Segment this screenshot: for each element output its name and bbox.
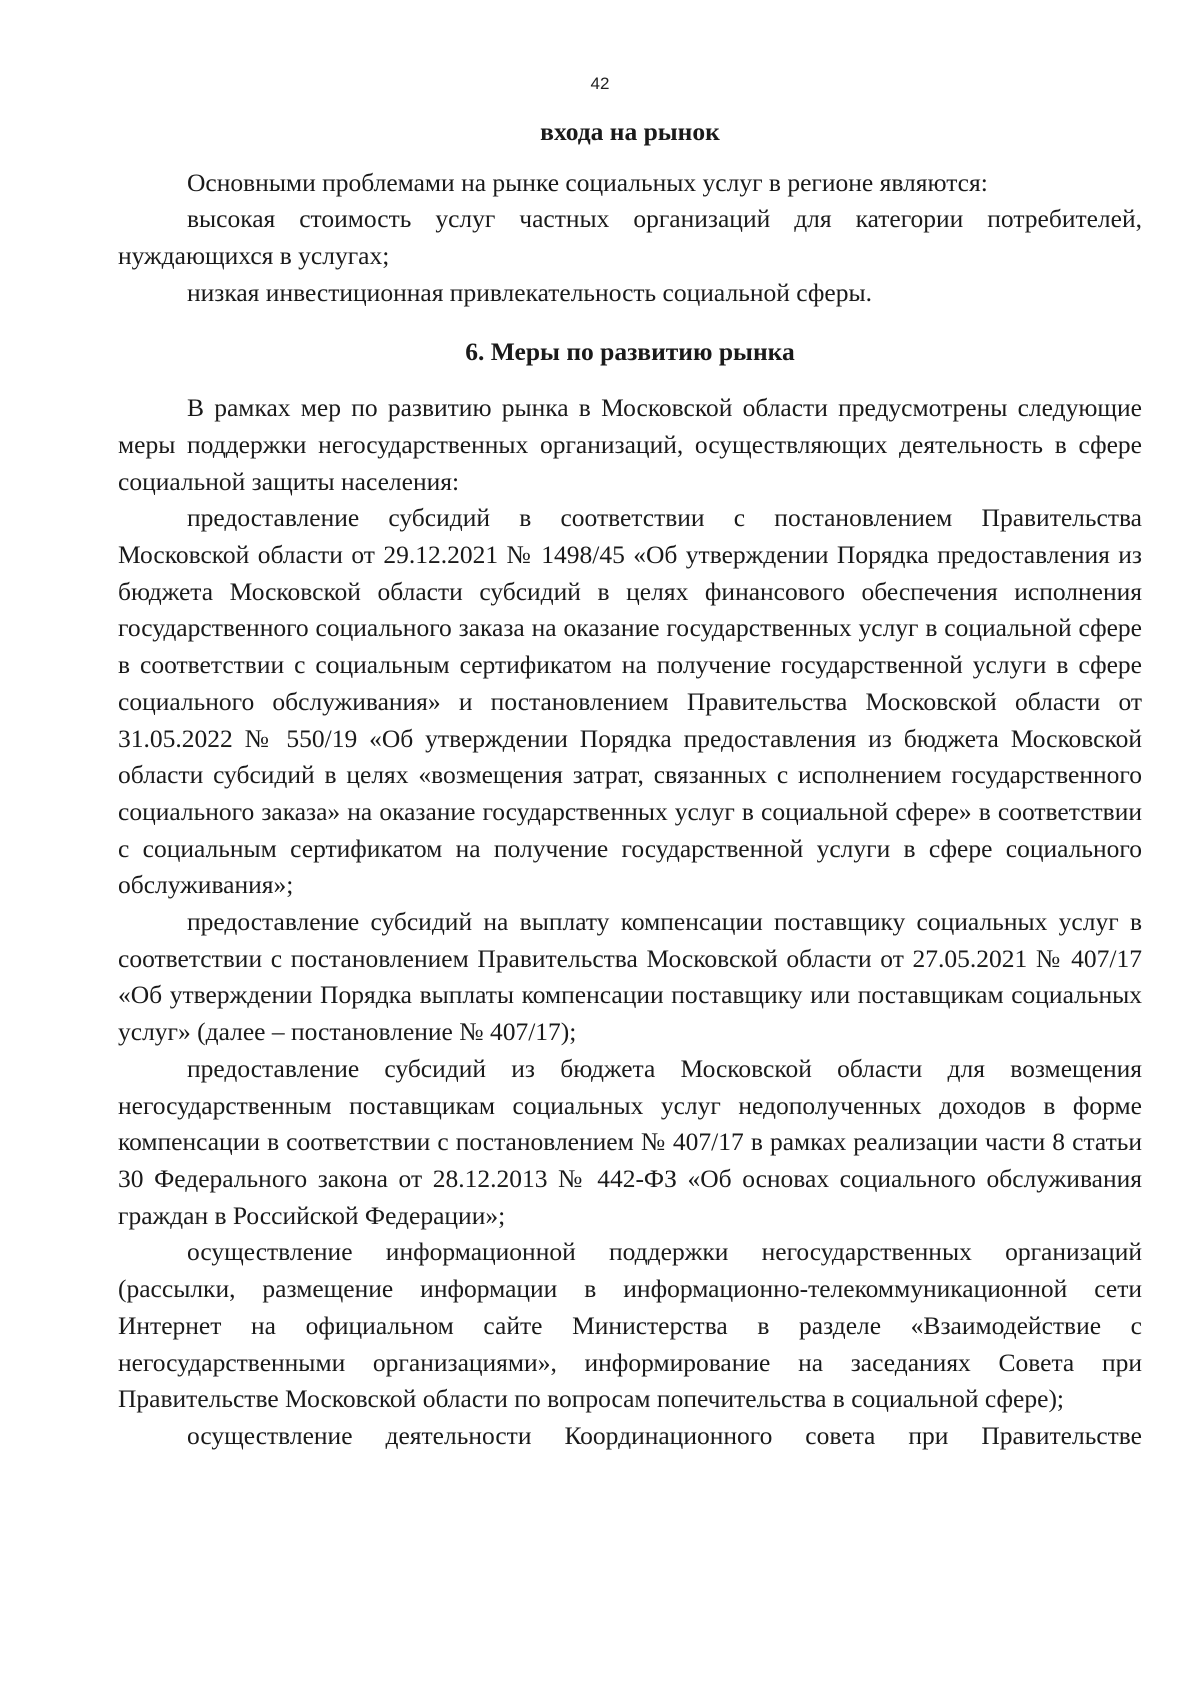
paragraph: предоставление субсидий из бюджета Московской области для возмещения негосударственным поставщикам социальных услуг недополученных доходов в форме компенсации в соответствии с постановлением № 407/17 в рамках реализации части 8 статьи 30 Федерального закона от 28.12.2013 № 442-ФЗ «Об основах социального обслуживания граждан в Российской Федерации»; [118, 1053, 1142, 1230]
paragraph: предоставление субсидий на выплату компенсации поставщику социальных услуг в соответствии с постановлением Правительства Московской области от 27.05.2021 № 407/17 «Об утверждении Порядка выплаты компенсации поставщику или поставщикам социальных услуг» (далее – постановление № 407/17); [118, 907, 1142, 1047]
page-number: 42 [590, 74, 610, 93]
paragraph: высокая стоимость услуг частных организаций для категории потребителей, нуждающихся в услугах; [118, 204, 1142, 271]
paragraph: низкая инвестиционная привлекательность социальной сферы. [187, 277, 872, 307]
paragraph: осуществление информационной поддержки негосударственных организаций (рассылки, размещение информации в информационно-телекоммуникационной сети Интернет на официальном сайте Министерства в разделе «Взаимодействие с негосударственными организациями», информирование на заседаниях Совета при Правительстве Московской области по вопросам попечительства в социальной сфере); [118, 1237, 1142, 1414]
paragraph: предоставление субсидий в соответствии с постановлением Правительства Московской области от 29.12.2021 № 1498/45 «Об утверждении Порядка предоставления из бюджета Московской области субсидий в целях финансового обеспечения исполнения государственного социального заказа на оказание государственных услуг в социальной сфере в соответствии с социальным сертификатом на получение государственной услуги в сфере социального обслуживания» и постановлением Правительства Московской области от 31.05.2022 № 550/19 «Об утверждении Порядка предоставления из бюджета Московской области субсидий в целях «возмещения затрат, связанных с исполнением государственного социального заказа» на оказание государственных услуг в социальной сфере» в соответствии с социальным сертификатом на получение государственной услуги в сфере социального обслуживания»; [118, 503, 1142, 900]
paragraph: Основными проблемами на рынке социальных услуг в регионе являются: [187, 167, 988, 197]
paragraph: осуществление деятельности Координационного совета при Правительстве [187, 1420, 1142, 1450]
paragraph: В рамках мер по развитию рынка в Московской области предусмотрены следующие меры поддержки негосударственных организаций, осуществляющих деятельность в сфере социальной защиты населения: [118, 393, 1142, 496]
section-heading: 6. Меры по развитию рынка [465, 336, 795, 366]
document-body [118, 114, 1142, 1455]
continuation-heading: входа на рынок [540, 117, 720, 146]
